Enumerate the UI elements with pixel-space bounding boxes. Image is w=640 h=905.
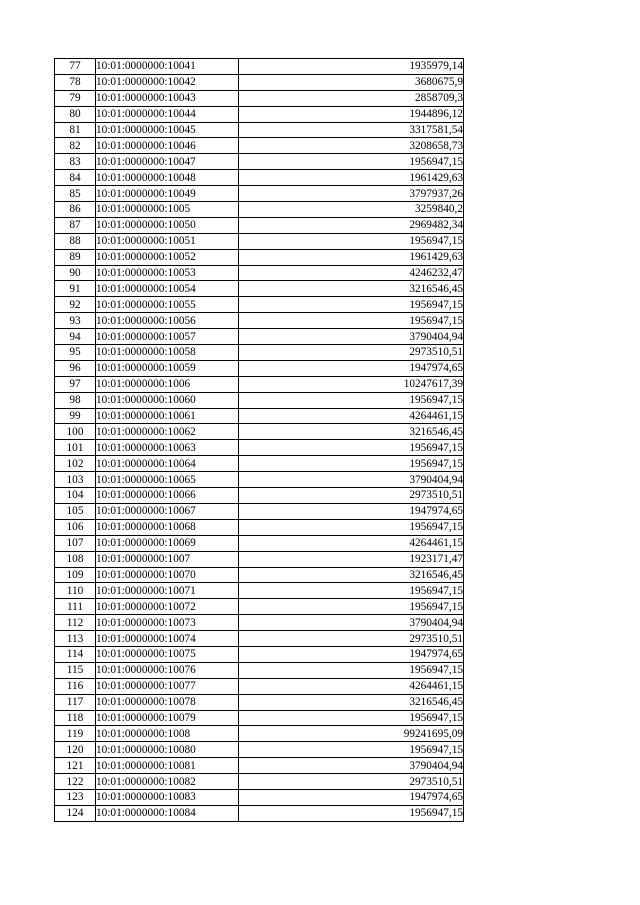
cadastral-number-cell: 10:01:0000000:10054 (96, 281, 239, 297)
value-cell: 2973510,51 (239, 345, 464, 361)
value-cell: 1961429,63 (239, 170, 464, 186)
table-row (55, 710, 464, 726)
cadastral-number-cell: 10:01:0000000:10045 (96, 122, 239, 138)
value-cell: 1956947,15 (239, 313, 464, 329)
row-number-cell: 119 (55, 726, 96, 742)
table-row (55, 599, 464, 615)
value-cell: 1956947,15 (239, 456, 464, 472)
value-cell: 1944896,12 (239, 106, 464, 122)
cadastral-number-cell: 10:01:0000000:10050 (96, 217, 239, 233)
cadastral-number-cell: 10:01:0000000:10067 (96, 503, 239, 519)
row-number-cell: 107 (55, 535, 96, 551)
row-number-cell: 77 (55, 59, 96, 75)
row-number-cell: 99 (55, 408, 96, 424)
table-row (55, 742, 464, 758)
row-number-cell: 110 (55, 583, 96, 599)
table-row (55, 281, 464, 297)
cadastral-number-cell: 10:01:0000000:10053 (96, 265, 239, 281)
value-cell: 1935979,14 (239, 59, 464, 75)
cadastral-number-cell: 10:01:0000000:1005 (96, 202, 239, 218)
cadastral-number-cell: 10:01:0000000:10043 (96, 90, 239, 106)
value-cell: 1961429,63 (239, 249, 464, 265)
value-cell: 1956947,15 (239, 662, 464, 678)
table-row (55, 758, 464, 774)
table-row (55, 424, 464, 440)
row-number-cell: 103 (55, 472, 96, 488)
cadastral-number-cell: 10:01:0000000:10052 (96, 249, 239, 265)
table-row (55, 646, 464, 662)
cadastral-number-cell: 10:01:0000000:10077 (96, 678, 239, 694)
value-cell: 1956947,15 (239, 742, 464, 758)
table-row (55, 233, 464, 249)
row-number-cell: 86 (55, 202, 96, 218)
cadastral-number-cell: 10:01:0000000:10044 (96, 106, 239, 122)
table-row (55, 615, 464, 631)
row-number-cell: 120 (55, 742, 96, 758)
cadastral-number-cell: 10:01:0000000:10083 (96, 789, 239, 805)
cadastral-number-cell: 10:01:0000000:10049 (96, 186, 239, 202)
row-number-cell: 117 (55, 694, 96, 710)
cadastral-number-cell: 10:01:0000000:10046 (96, 138, 239, 154)
value-cell: 3317581,54 (239, 122, 464, 138)
cadastral-number-cell: 10:01:0000000:10071 (96, 583, 239, 599)
table-row (55, 662, 464, 678)
value-cell: 1923171,47 (239, 551, 464, 567)
value-cell: 1947974,65 (239, 503, 464, 519)
table-row (55, 106, 464, 122)
table-body (55, 59, 464, 822)
table-row (55, 774, 464, 790)
row-number-cell: 95 (55, 345, 96, 361)
value-cell: 3259840,2 (239, 202, 464, 218)
cadastral-number-cell: 10:01:0000000:10076 (96, 662, 239, 678)
value-cell: 2973510,51 (239, 774, 464, 790)
row-number-cell: 109 (55, 567, 96, 583)
value-cell: 1956947,15 (239, 392, 464, 408)
row-number-cell: 100 (55, 424, 96, 440)
value-cell: 2973510,51 (239, 631, 464, 647)
cadastral-number-cell: 10:01:0000000:10042 (96, 74, 239, 90)
value-cell: 1956947,15 (239, 233, 464, 249)
row-number-cell: 104 (55, 488, 96, 504)
row-number-cell: 106 (55, 519, 96, 535)
table-row (55, 249, 464, 265)
value-cell: 1956947,15 (239, 805, 464, 821)
row-number-cell: 113 (55, 631, 96, 647)
table-row (55, 265, 464, 281)
row-number-cell: 81 (55, 122, 96, 138)
table-row (55, 138, 464, 154)
row-number-cell: 96 (55, 360, 96, 376)
value-cell: 3797937,26 (239, 186, 464, 202)
table-row (55, 170, 464, 186)
row-number-cell: 111 (55, 599, 96, 615)
row-number-cell: 101 (55, 440, 96, 456)
value-cell: 1956947,15 (239, 297, 464, 313)
cadastral-number-cell: 10:01:0000000:10041 (96, 59, 239, 75)
table-row (55, 392, 464, 408)
cadastral-number-cell: 10:01:0000000:10047 (96, 154, 239, 170)
value-cell: 1947974,65 (239, 646, 464, 662)
value-cell: 2969482,34 (239, 217, 464, 233)
row-number-cell: 85 (55, 186, 96, 202)
value-cell: 1956947,15 (239, 440, 464, 456)
value-cell: 3790404,94 (239, 615, 464, 631)
table-row (55, 503, 464, 519)
cadastral-number-cell: 10:01:0000000:10066 (96, 488, 239, 504)
cadastral-number-cell: 10:01:0000000:10056 (96, 313, 239, 329)
table-row (55, 726, 464, 742)
value-cell: 3790404,94 (239, 329, 464, 345)
cadastral-number-cell: 10:01:0000000:10059 (96, 360, 239, 376)
cadastral-number-cell: 10:01:0000000:10069 (96, 535, 239, 551)
table-row (55, 535, 464, 551)
table-row (55, 202, 464, 218)
value-cell: 1956947,15 (239, 154, 464, 170)
cadastral-table (54, 58, 464, 822)
table-row (55, 154, 464, 170)
row-number-cell: 122 (55, 774, 96, 790)
table-row (55, 583, 464, 599)
table-row (55, 567, 464, 583)
value-cell: 3680675,9 (239, 74, 464, 90)
cadastral-number-cell: 10:01:0000000:10080 (96, 742, 239, 758)
value-cell: 1956947,15 (239, 519, 464, 535)
value-cell: 3208658,73 (239, 138, 464, 154)
cadastral-number-cell: 10:01:0000000:10062 (96, 424, 239, 440)
table-row (55, 488, 464, 504)
table-row (55, 122, 464, 138)
table-row (55, 678, 464, 694)
cadastral-number-cell: 10:01:0000000:10058 (96, 345, 239, 361)
table-row (55, 345, 464, 361)
table-row (55, 74, 464, 90)
row-number-cell: 82 (55, 138, 96, 154)
cadastral-number-cell: 10:01:0000000:10084 (96, 805, 239, 821)
row-number-cell: 102 (55, 456, 96, 472)
table-row (55, 90, 464, 106)
table-row (55, 805, 464, 821)
cadastral-number-cell: 10:01:0000000:1008 (96, 726, 239, 742)
cadastral-number-cell: 10:01:0000000:1007 (96, 551, 239, 567)
table-row (55, 360, 464, 376)
row-number-cell: 91 (55, 281, 96, 297)
table-row (55, 217, 464, 233)
row-number-cell: 97 (55, 376, 96, 392)
table-row (55, 694, 464, 710)
row-number-cell: 78 (55, 74, 96, 90)
value-cell: 1956947,15 (239, 583, 464, 599)
cadastral-number-cell: 10:01:0000000:10064 (96, 456, 239, 472)
row-number-cell: 112 (55, 615, 96, 631)
cadastral-number-cell: 10:01:0000000:10048 (96, 170, 239, 186)
table-row (55, 519, 464, 535)
cadastral-number-cell: 10:01:0000000:10079 (96, 710, 239, 726)
value-cell: 10247617,39 (239, 376, 464, 392)
row-number-cell: 115 (55, 662, 96, 678)
row-number-cell: 105 (55, 503, 96, 519)
table-row (55, 456, 464, 472)
row-number-cell: 123 (55, 789, 96, 805)
table-row (55, 551, 464, 567)
cadastral-number-cell: 10:01:0000000:10061 (96, 408, 239, 424)
cadastral-number-cell: 10:01:0000000:10051 (96, 233, 239, 249)
value-cell: 1956947,15 (239, 710, 464, 726)
row-number-cell: 84 (55, 170, 96, 186)
value-cell: 1947974,65 (239, 360, 464, 376)
cadastral-number-cell: 10:01:0000000:1006 (96, 376, 239, 392)
value-cell: 4246232,47 (239, 265, 464, 281)
cadastral-number-cell: 10:01:0000000:10082 (96, 774, 239, 790)
cadastral-number-cell: 10:01:0000000:10075 (96, 646, 239, 662)
value-cell: 3216546,45 (239, 567, 464, 583)
value-cell: 3790404,94 (239, 472, 464, 488)
row-number-cell: 118 (55, 710, 96, 726)
row-number-cell: 116 (55, 678, 96, 694)
value-cell: 4264461,15 (239, 408, 464, 424)
row-number-cell: 92 (55, 297, 96, 313)
cadastral-number-cell: 10:01:0000000:10065 (96, 472, 239, 488)
cadastral-number-cell: 10:01:0000000:10070 (96, 567, 239, 583)
value-cell: 2858709,3 (239, 90, 464, 106)
value-cell: 1947974,65 (239, 789, 464, 805)
value-cell: 1956947,15 (239, 599, 464, 615)
row-number-cell: 88 (55, 233, 96, 249)
row-number-cell: 98 (55, 392, 96, 408)
cadastral-number-cell: 10:01:0000000:10068 (96, 519, 239, 535)
value-cell: 4264461,15 (239, 535, 464, 551)
row-number-cell: 83 (55, 154, 96, 170)
row-number-cell: 121 (55, 758, 96, 774)
value-cell: 3216546,45 (239, 281, 464, 297)
cadastral-number-cell: 10:01:0000000:10072 (96, 599, 239, 615)
table-row (55, 472, 464, 488)
table-row (55, 186, 464, 202)
table-row (55, 59, 464, 75)
row-number-cell: 114 (55, 646, 96, 662)
table-row (55, 440, 464, 456)
cadastral-number-cell: 10:01:0000000:10073 (96, 615, 239, 631)
table-row (55, 313, 464, 329)
value-cell: 99241695,09 (239, 726, 464, 742)
table-row (55, 631, 464, 647)
row-number-cell: 79 (55, 90, 96, 106)
table-row (55, 376, 464, 392)
table-row (55, 297, 464, 313)
cadastral-number-cell: 10:01:0000000:10081 (96, 758, 239, 774)
table-row (55, 789, 464, 805)
value-cell: 3216546,45 (239, 694, 464, 710)
row-number-cell: 124 (55, 805, 96, 821)
cadastral-number-cell: 10:01:0000000:10057 (96, 329, 239, 345)
value-cell: 4264461,15 (239, 678, 464, 694)
value-cell: 2973510,51 (239, 488, 464, 504)
row-number-cell: 89 (55, 249, 96, 265)
cadastral-number-cell: 10:01:0000000:10078 (96, 694, 239, 710)
table-row (55, 329, 464, 345)
cadastral-number-cell: 10:01:0000000:10055 (96, 297, 239, 313)
row-number-cell: 93 (55, 313, 96, 329)
row-number-cell: 87 (55, 217, 96, 233)
value-cell: 3216546,45 (239, 424, 464, 440)
cadastral-number-cell: 10:01:0000000:10060 (96, 392, 239, 408)
row-number-cell: 90 (55, 265, 96, 281)
value-cell: 3790404,94 (239, 758, 464, 774)
cadastral-number-cell: 10:01:0000000:10074 (96, 631, 239, 647)
row-number-cell: 80 (55, 106, 96, 122)
cadastral-number-cell: 10:01:0000000:10063 (96, 440, 239, 456)
row-number-cell: 108 (55, 551, 96, 567)
row-number-cell: 94 (55, 329, 96, 345)
table-row (55, 408, 464, 424)
